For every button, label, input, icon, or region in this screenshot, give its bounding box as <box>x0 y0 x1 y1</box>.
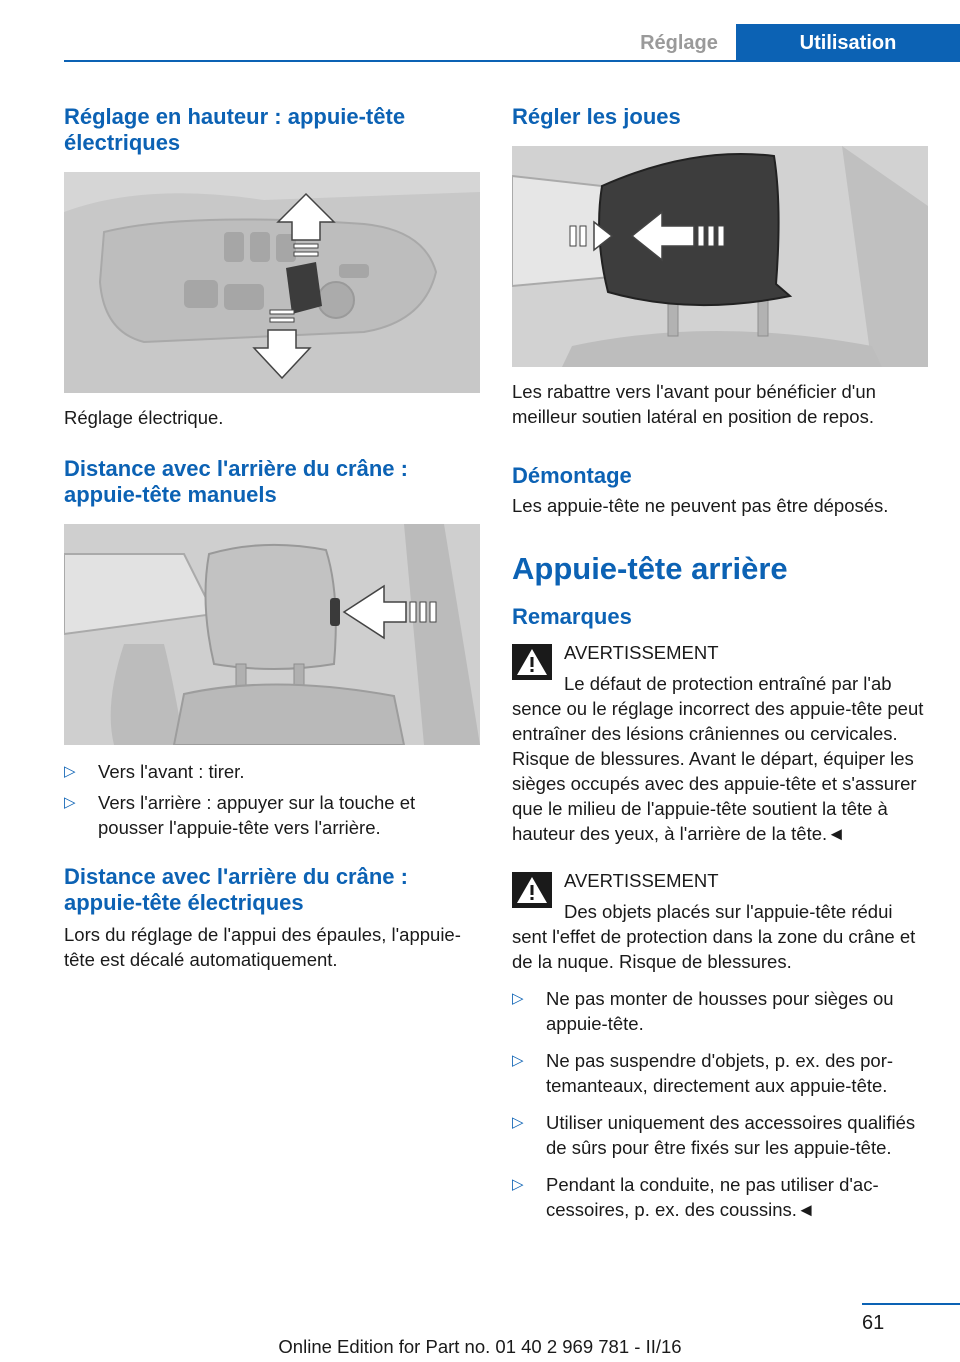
figure-seat-controls <box>64 172 480 393</box>
footer-rule <box>862 1303 960 1305</box>
triangle-bullet-icon: ▷ <box>512 990 524 1007</box>
header-section-tab: Réglage <box>640 32 718 54</box>
warning-triangle-icon <box>512 644 552 680</box>
rear-item-text: Ne pas monter de housses pour sièges ou appuie-tête. <box>546 988 894 1034</box>
figure-manual-headrest <box>64 524 480 745</box>
warning-2-line: Des objets placés sur l'appuie-tête rédui <box>564 901 893 922</box>
heading-remarques: Remarques <box>512 604 632 629</box>
heading-distance-manual: Distance avec l'arrière du crâne : appuie-tête manuels <box>64 456 408 507</box>
paragraph-distance-electric: Lors du réglage de l'appui des épaules, l'appuie-tête est décalé automatiquement. <box>64 924 461 970</box>
manual-step-text: Vers l'avant : tirer. <box>98 761 245 782</box>
list-item <box>512 1110 928 1160</box>
left-column <box>64 100 480 972</box>
manual-steps-list <box>64 759 480 840</box>
edition-footer: Online Edition for Part no. 01 40 2 969 781 - II/16 <box>278 1336 682 1357</box>
triangle-bullet-icon: ▷ <box>64 763 76 780</box>
warning-2-text: sent l'effet de protection dans la zone du crâne et de la nuque. Risque de blessures. <box>512 926 916 972</box>
right-column <box>512 100 928 1222</box>
triangle-bullet-icon: ▷ <box>64 794 76 811</box>
list-item <box>64 759 480 784</box>
paragraph-joues: Les rabattre vers l'avant pour bénéficier d'un meilleur soutien latéral en position de repos. <box>512 381 876 427</box>
rear-item-text: Utiliser uniquement des accessoires qualifiés de sûrs pour être fixés sur les appuie-tête. <box>546 1112 916 1158</box>
rear-item-text: Ne pas suspendre d'objets, p. ex. des portemanteaux, directement aux appuie-tête. <box>546 1050 894 1096</box>
header-chapter-tab: Utilisation <box>736 24 960 60</box>
triangle-bullet-icon: ▷ <box>512 1176 524 1193</box>
list-item <box>512 1172 928 1222</box>
list-item <box>512 1048 928 1098</box>
figure-headrest-wings <box>512 146 928 367</box>
warning-triangle-icon <box>512 872 552 908</box>
heading-rear-headrest: Appuie-tête arrière <box>512 551 788 586</box>
header-rule <box>64 60 960 62</box>
rear-item-text: Pendant la conduite, ne pas utiliser d'accessoires, p. ex. des coussins.◄ <box>546 1174 879 1220</box>
triangle-bullet-icon: ▷ <box>512 1114 524 1131</box>
page-number: 61 <box>862 1312 885 1334</box>
heading-electric-height: Réglage en hauteur : appuie-tête électriques <box>64 104 406 155</box>
caption-electric: Réglage électrique. <box>64 407 224 428</box>
list-item <box>512 986 928 1036</box>
warning-block-2 <box>512 868 928 974</box>
heading-demontage: Démontage <box>512 463 632 488</box>
heading-distance-electric: Distance avec l'arrière du crâne : appuie-tête électriques <box>64 864 408 915</box>
warning-block-1 <box>512 640 928 846</box>
warning-1-text: sence ou le réglage incorrect des appuie-tête peut entraîner des lésions crâniennes ou cervicales. Risque de blessures. Avant le départ, équiper les sièges occupés avec des appuie-tête et s'assurer que le milieu de l'appuie-tête soutient la tête à hauteur des yeux, à l'arrière de la tête.◄ <box>512 698 924 844</box>
list-item <box>64 790 480 840</box>
warning-1-line: Le défaut de protection entraîné par l'ab <box>564 673 892 694</box>
manual-step-text: Vers l'arrière : appuyer sur la touche et pousser l'appuie-tête vers l'arrière. <box>98 792 416 838</box>
rear-items-list <box>512 986 928 1222</box>
warning-2-title: AVERTISSEMENT <box>564 870 719 891</box>
triangle-bullet-icon: ▷ <box>512 1052 524 1069</box>
heading-joues: Régler les joues <box>512 104 681 129</box>
warning-1-title: AVERTISSEMENT <box>564 642 719 663</box>
paragraph-demontage: Les appuie-tête ne peuvent pas être déposés. <box>512 495 889 516</box>
